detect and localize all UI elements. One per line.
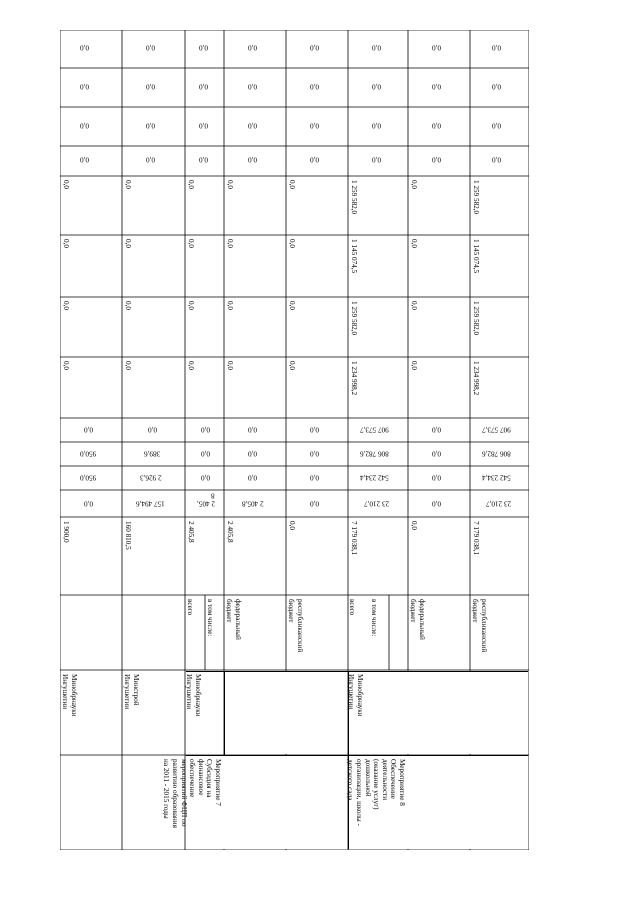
cell-m7all-y2011: 2 405, <box>197 499 215 508</box>
cell-m7fed-y2018: 0,0 <box>248 43 257 52</box>
cell-m8all-y2012: 542 234,4 <box>360 473 389 482</box>
cell-m8-ministry: Минобрнауки Ингушетии <box>347 674 364 717</box>
cell-r1-y2018: 0,0 <box>80 43 89 52</box>
cell-m8fed-y2015: 0,0 <box>432 155 441 164</box>
cell-m8all-y2011: 23 210,7 <box>364 499 390 508</box>
cell-m7-src-fed: федеральный бюджет <box>225 599 242 640</box>
cell-m7rep-total: 0,0 <box>288 521 296 530</box>
cell-m7fed-y2017: 0,0 <box>248 82 257 91</box>
cell-m7rep-y2012: 0,0 <box>310 473 319 482</box>
cell-r2-y2013: 389,6 <box>144 449 161 458</box>
cell-m8rep-y2013: 806 782,6 <box>482 449 511 458</box>
cell-m8rep-total: 7 179 038,1 <box>472 521 480 556</box>
cell-m7rep-y2014: 0,0 <box>310 425 319 434</box>
cell-m7rep-y2018: 0,0 <box>310 43 319 52</box>
cell-m8rep-y2014: 907 573,7 <box>482 425 511 434</box>
cell-m8rep-y2016: 1 259 582,0 <box>472 301 480 336</box>
cell-m7fed-total: 2 405,8 <box>226 521 234 543</box>
cell-m8rep-y2017p: 0,0 <box>492 82 501 91</box>
cell-m8fed-p2: 0,0 <box>410 301 418 310</box>
cell-m7rep-p3: 0,0 <box>288 239 296 248</box>
cell-m8rep-y2016p: 0,0 <box>492 121 501 130</box>
cell-r2-y2011: 157 494,6 <box>136 499 165 508</box>
cell-r2-y2017: 0,0 <box>146 82 155 91</box>
cell-r2-p2: 0,0 <box>124 301 132 310</box>
cell-m8all-y2017p: 0,0 <box>372 82 381 91</box>
cell-m7all-y2011b: 8 <box>211 491 215 500</box>
cell-m7fed-p2: 0,0 <box>226 301 234 310</box>
cell-r2-p3: 0,0 <box>124 239 132 248</box>
cell-r2-ministry: Минстрой Ингушетии <box>123 674 140 710</box>
cell-m8fed-p3: 0,0 <box>410 239 418 248</box>
cell-m7rep-y2015: 0,0 <box>310 155 319 164</box>
cell-m8-src-fed: федеральный бюджет <box>409 599 426 640</box>
cell-m8all-y2018: 1 259 582,0 <box>350 180 358 215</box>
document-page <box>60 30 529 850</box>
cell-m7rep-p4: 0,0 <box>288 180 296 189</box>
cell-r2-y2016: 0,0 <box>146 121 155 130</box>
cell-m7all-p3: 0,0 <box>187 239 195 248</box>
cell-m7all-y2015: 0,0 <box>199 155 208 164</box>
cell-m7all-y2012: 0,0 <box>201 473 210 482</box>
cell-r1-y2013: 950,0 <box>80 449 97 458</box>
cell-r1-p3: 0,0 <box>62 239 70 248</box>
cell-m8fed-y2016: 0,0 <box>432 121 441 130</box>
cell-m7all-y2016: 0,0 <box>199 121 208 130</box>
cell-m7rep-p1: 0,0 <box>288 361 296 370</box>
cell-m7all-y2014: 0,0 <box>201 425 210 434</box>
cell-m7all-p4: 0,0 <box>187 180 195 189</box>
cell-m8all-total: 7 179 038,1 <box>350 521 358 556</box>
cell-r2-y2014: 0,0 <box>148 425 157 434</box>
cell-m7fed-p3: 0,0 <box>226 239 234 248</box>
cell-m8all-y2016p: 0,0 <box>372 121 381 130</box>
cell-m8all-y2013: 806 782,6 <box>360 449 389 458</box>
cell-m8fed-y2014: 0,0 <box>432 425 441 434</box>
cell-m7rep-y2017: 0,0 <box>310 82 319 91</box>
cell-m7all-y2017: 0,0 <box>199 82 208 91</box>
cell-m7fed-y2015: 0,0 <box>248 155 257 164</box>
cell-m7all-p1: 0,0 <box>187 361 195 370</box>
cell-m8all-y2015p: 0,0 <box>372 155 381 164</box>
cell-r1-p1: 0,0 <box>62 361 70 370</box>
cell-r2-y2012: 2 926,3 <box>140 473 162 482</box>
cell-r1-p2: 0,0 <box>62 301 70 310</box>
cell-m7all-y2013: 0,0 <box>201 449 210 458</box>
cell-r2-total: 160 810,5 <box>124 521 132 550</box>
cell-m8fed-y2018: 0,0 <box>432 43 441 52</box>
cell-m8fed-y2013: 0,0 <box>432 449 441 458</box>
cell-m7fed-y2014: 0,0 <box>248 425 257 434</box>
cell-r1-y2017: 0,0 <box>80 82 89 91</box>
cell-m8rep-y2018p: 0,0 <box>492 43 501 52</box>
cell-m7all-y2018: 0,0 <box>199 43 208 52</box>
cell-m8fed-y2011: 0,0 <box>432 499 441 508</box>
cell-m8rep-y2015: 1 234 998,2 <box>472 361 480 396</box>
cell-m8-src-incl: в том числе: <box>370 599 378 637</box>
cell-m8rep-y2017: 1 145 074,5 <box>472 239 480 274</box>
cell-m8fed-p1: 0,0 <box>410 361 418 370</box>
cell-m8all-y2016: 1 259 582,0 <box>350 301 358 336</box>
cell-m8all-y2018p: 0,0 <box>372 43 381 52</box>
cell-r2-y2018: 0,0 <box>146 43 155 52</box>
cell-r1-y2014: 0,0 <box>84 425 93 434</box>
cell-m8all-y2014: 907 573,7 <box>360 425 389 434</box>
cell-m8fed-p4: 0,0 <box>410 180 418 189</box>
cell-m8fed-total: 0,0 <box>410 521 418 530</box>
cell-m8-src-rep: республиканский бюджет <box>471 599 488 653</box>
cell-m8-name: Мероприятие 8 Обеспечение деятельности (оказание услуг) дошкольной организации, школы - детского сада <box>346 759 406 826</box>
cell-r1-ministry: Минобрнауки Ингушетии <box>61 674 78 717</box>
cell-m7rep-y2013: 0,0 <box>310 449 319 458</box>
cell-m8rep-y2012: 542 234,4 <box>482 473 511 482</box>
cell-m7fed-y2016: 0,0 <box>248 121 257 130</box>
cell-m8all-y2015: 1 234 998,2 <box>350 361 358 396</box>
cell-m7-src-incl: в том числе: <box>206 599 214 637</box>
cell-m7-src-rep: республиканский бюджет <box>287 599 304 653</box>
cell-r2-p4: 0,0 <box>124 180 132 189</box>
cell-m7-src-all: всего <box>186 599 194 616</box>
cell-r2-p1: 0,0 <box>124 361 132 370</box>
cell-m7-ministry: Минобрнауки Ингушетии <box>185 674 202 717</box>
cell-m8rep-y2011: 23 210,7 <box>486 499 512 508</box>
cell-m7rep-y2011: 0,0 <box>310 499 319 508</box>
cell-r1-y2012: 950,0 <box>80 473 97 482</box>
cell-m7-name: Мероприятие 7 Субсидия на финансовое обеспечение мероприятий ФЦП по развитию образования на 2011 - 2015 годы <box>162 759 222 828</box>
cell-m7all-p2: 0,0 <box>187 301 195 310</box>
cell-m7all-total: 2 405,8 <box>187 521 195 543</box>
cell-m7fed-p1: 0,0 <box>226 361 234 370</box>
cell-m7fed-y2013: 0,0 <box>248 449 257 458</box>
cell-m8all-y2017: 1 145 074,5 <box>350 239 358 274</box>
cell-m8rep-y2018: 1 259 582,0 <box>472 180 480 215</box>
cell-r1-y2015: 0,0 <box>80 155 89 164</box>
cell-r2-y2015: 0,0 <box>146 155 155 164</box>
cell-m7fed-y2011: 2 405,8 <box>242 499 264 508</box>
cell-m7rep-y2016: 0,0 <box>310 121 319 130</box>
cell-r1-p4: 0,0 <box>62 180 70 189</box>
cell-m7fed-y2012: 0,0 <box>248 473 257 482</box>
cell-r1-y2016: 0,0 <box>80 121 89 130</box>
cell-m8fed-y2012: 0,0 <box>432 473 441 482</box>
cell-m8rep-y2015p: 0,0 <box>492 155 501 164</box>
cell-r1-y2011: 0,0 <box>84 499 93 508</box>
cell-m8-src-all: всего <box>348 599 356 616</box>
cell-m7rep-p2: 0,0 <box>288 301 296 310</box>
cell-m8fed-y2017: 0,0 <box>432 82 441 91</box>
cell-r1-total: 1 900,0 <box>62 521 70 543</box>
cell-m7fed-p4: 0,0 <box>226 180 234 189</box>
